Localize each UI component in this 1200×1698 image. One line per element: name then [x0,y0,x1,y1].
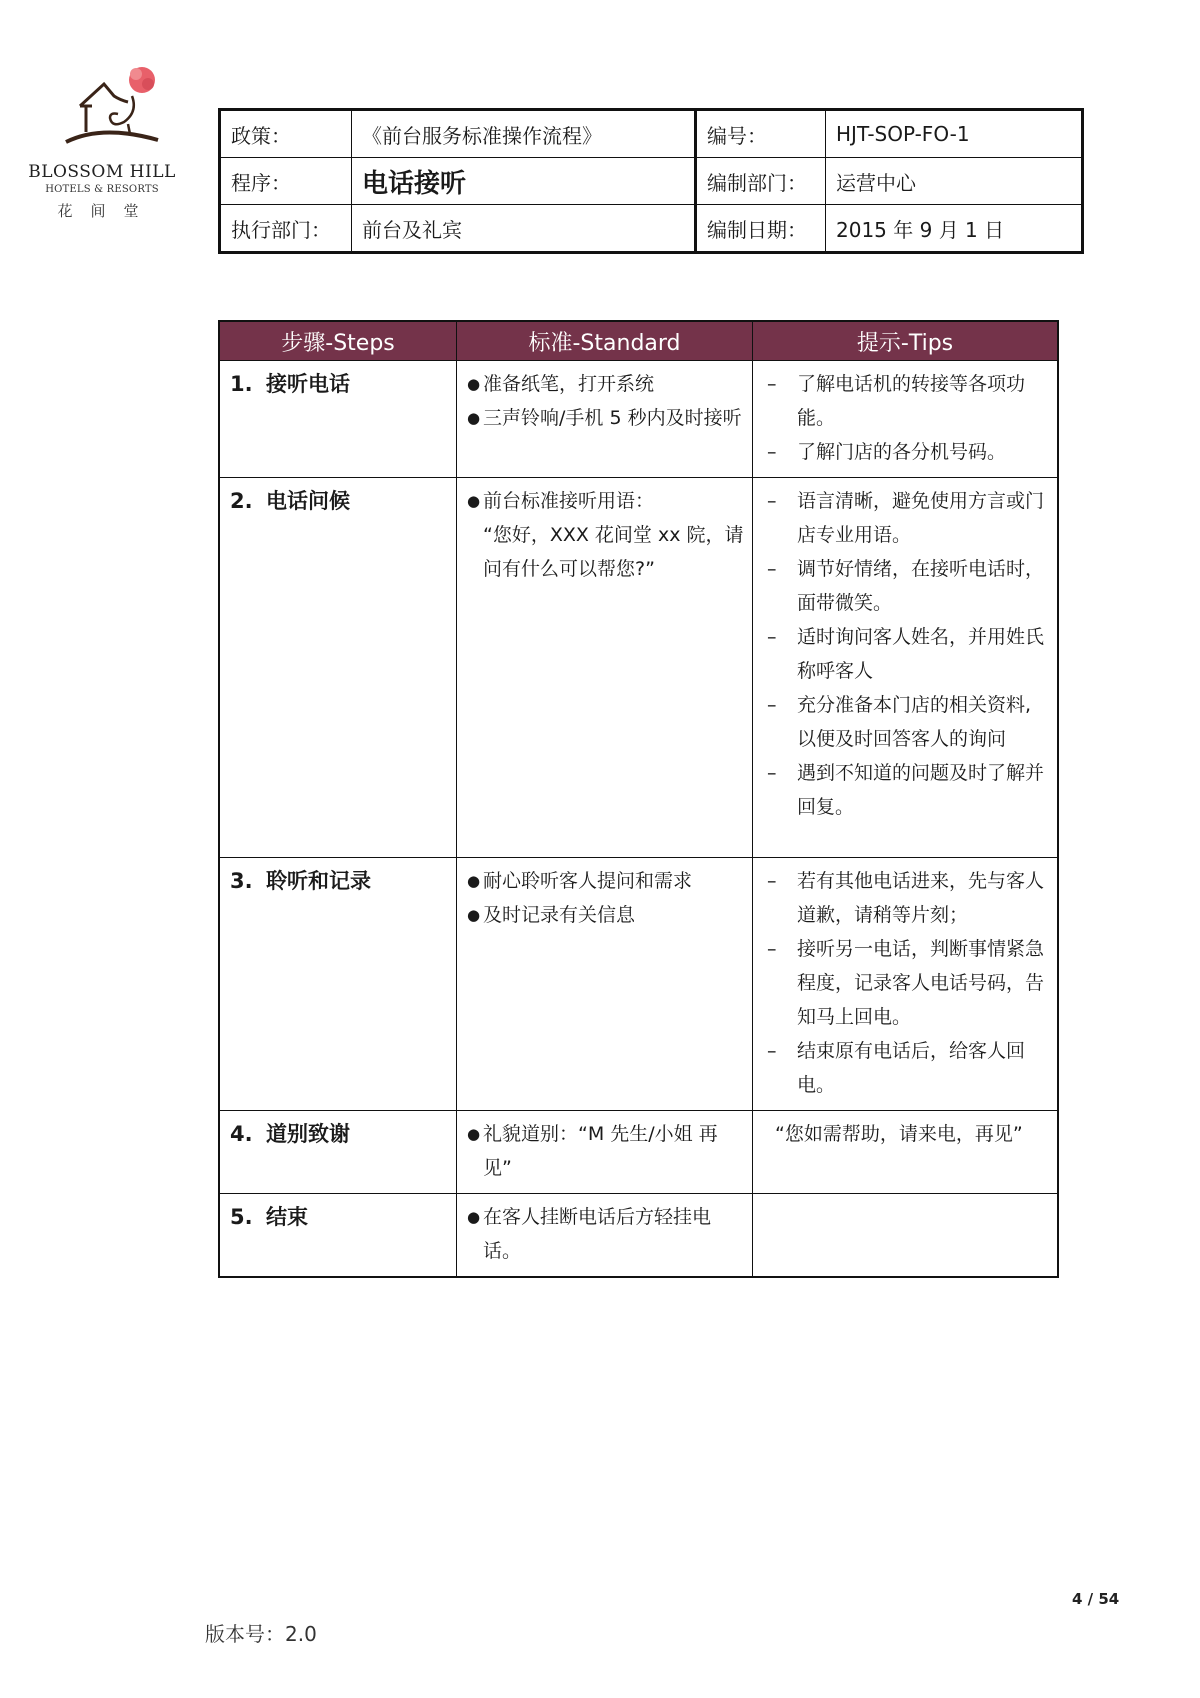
version-number: 版本号：2.0 [205,1622,317,1646]
standard-item: 前台标准接听用语： [483,490,655,512]
header-tips: 提示-Tips [753,321,1059,361]
tip-item: 语言清晰，避免使用方言或门店专业用语。 [797,490,1045,546]
tip-item: 结束原有电话后，给客人回电。 [797,1040,1026,1096]
greeting-script: “您好，XXX 花间堂 xx 院，请问有什么可以帮您?” [483,524,744,580]
step-number: 2. [230,489,253,513]
step-cell [219,361,457,478]
step-number: 1. [230,372,253,396]
standard-item: 三声铃响/手机 5 秒内及时接听 [483,407,742,429]
step-title: 电话问候 [266,489,350,513]
author-dept-label: 编制部门： [696,158,826,205]
date-label: 编制日期： [696,205,826,253]
table-row [219,1111,1058,1194]
step-number: 4. [230,1122,253,1146]
tips-cell [753,1194,1059,1278]
tip-item: 了解电话机的转接等各项功能。 [797,373,1026,429]
standard-item: 及时记录有关信息 [483,904,636,926]
bullet-icon: ● [467,409,481,427]
code-value: HJT-SOP-FO-1 [826,110,1083,158]
table-row [219,478,1058,858]
tip-item: 调节好情绪，在接听电话时，面带微笑。 [797,558,1045,614]
exec-dept-value: 前台及礼宾 [352,205,696,253]
dash-icon: – [767,490,777,512]
standard-cell [457,361,753,478]
standard-cell [457,478,753,858]
author-dept-value: 运营中心 [826,158,1083,205]
step-title: 聆听和记录 [266,869,371,893]
dash-icon: – [767,938,777,960]
step-number: 3. [230,869,253,893]
table-row [219,858,1058,1111]
logo-chinese-name: 花间堂 [57,202,157,220]
logo-brand-name: BLOSSOM HILL [28,162,176,182]
bullet-icon: ● [467,375,481,393]
step-cell [219,858,457,1111]
standard-cell [457,858,753,1111]
tips-cell [753,1111,1059,1194]
tip-item: “您如需帮助，请来电，再见” [775,1123,1023,1145]
tip-item: 接听另一电话，判断事情紧急程度，记录客人电话号码，告知马上回电。 [797,938,1045,1028]
bullet-icon: ● [467,906,481,924]
tip-item: 了解门店的各分机号码。 [797,441,1007,463]
policy-label: 政策： [220,110,352,158]
page-number: 4 / 54 [1072,1590,1120,1608]
dash-icon: – [767,441,777,463]
step-cell [219,1194,457,1278]
tip-item: 遇到不知道的问题及时了解并回复。 [797,762,1045,818]
standard-item: 准备纸笔，打开系统 [483,373,655,395]
tip-item: 若有其他电话进来，先与客人道歉，请稍等片刻； [797,870,1045,926]
step-title: 结束 [266,1205,308,1229]
policy-value: 《前台服务标准操作流程》 [352,110,696,158]
bullet-icon: ● [467,1125,481,1143]
exec-dept-label: 执行部门： [220,205,352,253]
bullet-icon: ● [467,872,481,890]
dash-icon: – [767,558,777,580]
dash-icon: – [767,373,777,395]
step-title: 道别致谢 [266,1122,350,1146]
table-row [219,361,1058,478]
standard-cell [457,1194,753,1278]
dash-icon: – [767,694,777,716]
procedure-label: 程序： [220,158,352,205]
header-standard: 标准-Standard [457,321,753,361]
header-steps: 步骤-Steps [219,321,457,361]
procedure-value: 电话接听 [352,158,696,205]
standard-item: 礼貌道别：“M 先生/小姐 再见” [483,1123,718,1179]
date-value: 2015 年 9 月 1 日 [826,205,1083,253]
tip-item: 充分准备本门店的相关资料,以便及时回答客人的询问 [797,694,1032,750]
tip-item: 适时询问客人姓名，并用姓氏称呼客人 [797,626,1045,682]
tips-cell [753,361,1059,478]
logo-subtitle: HOTELS & RESORTS [45,184,159,195]
standard-item: 在客人挂断电话后方轻挂电话。 [483,1206,712,1262]
step-title: 接听电话 [266,372,350,396]
step-cell [219,1111,457,1194]
tips-cell [753,478,1059,858]
dash-icon: – [767,626,777,648]
company-logo [22,62,182,232]
house-with-flower-logo-icon [62,62,162,152]
dash-icon: – [767,870,777,892]
table-row [219,1194,1058,1278]
dash-icon: – [767,1040,777,1062]
step-number: 5. [230,1205,253,1229]
document-meta-table [218,108,1084,254]
step-cell [219,478,457,858]
bullet-icon: ● [467,492,481,510]
dash-icon: – [767,762,777,784]
tips-cell [753,858,1059,1111]
standard-cell [457,1111,753,1194]
sop-steps-table [218,320,1059,1278]
standard-item: 耐心聆听客人提问和需求 [483,870,693,892]
code-label: 编号： [696,110,826,158]
bullet-icon: ● [467,1208,481,1226]
